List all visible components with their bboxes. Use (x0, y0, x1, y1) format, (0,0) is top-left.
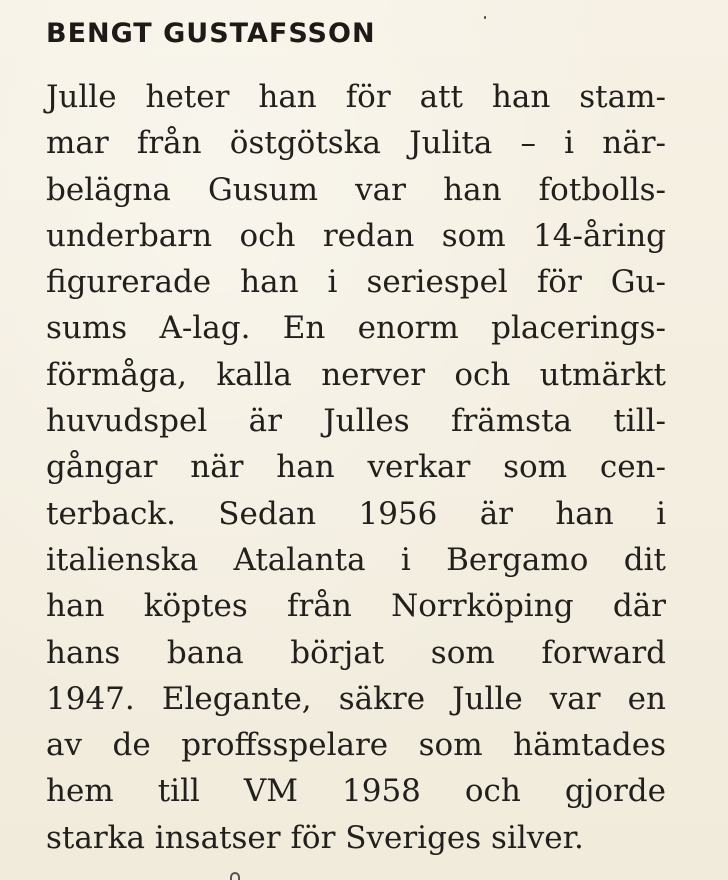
body-line: starka insatser för Sveriges silver. (46, 819, 584, 856)
body-line: italienska Atalanta i Bergamo dit (46, 541, 666, 578)
print-speck (484, 16, 486, 19)
body-line: av de proffsspelare som hämtades (46, 727, 666, 764)
article-heading: BENGT GUSTAFSSON (46, 18, 376, 49)
body-line: belägna Gusum var han fotbolls- (46, 171, 666, 208)
cropped-next-heading-fragment (230, 872, 240, 880)
body-line: han köptes från Norrköping där (46, 588, 666, 625)
body-line: figurerade han i seriespel för Gu- (46, 264, 666, 301)
body-line: sums A-lag. En enorm placerings- (46, 310, 666, 347)
body-line: underbarn och redan som 14-åring (46, 217, 666, 254)
body-line: terback. Sedan 1956 är han i (46, 495, 666, 532)
body-line: förmåga, kalla nerver och utmärkt (46, 356, 666, 393)
body-line: mar från östgötska Julita – i när- (46, 125, 666, 162)
body-line: hans bana börjat som forward (46, 634, 666, 671)
body-line: huvudspel är Julles främsta till- (46, 403, 666, 440)
body-line: 1947. Elegante, säkre Julle var en (46, 680, 666, 717)
body-line: gångar när han verkar som cen- (46, 449, 666, 486)
body-line: hem till VM 1958 och gjorde (46, 773, 666, 810)
article-body (46, 74, 666, 861)
body-line: Julle heter han för att han stam- (46, 79, 666, 115)
